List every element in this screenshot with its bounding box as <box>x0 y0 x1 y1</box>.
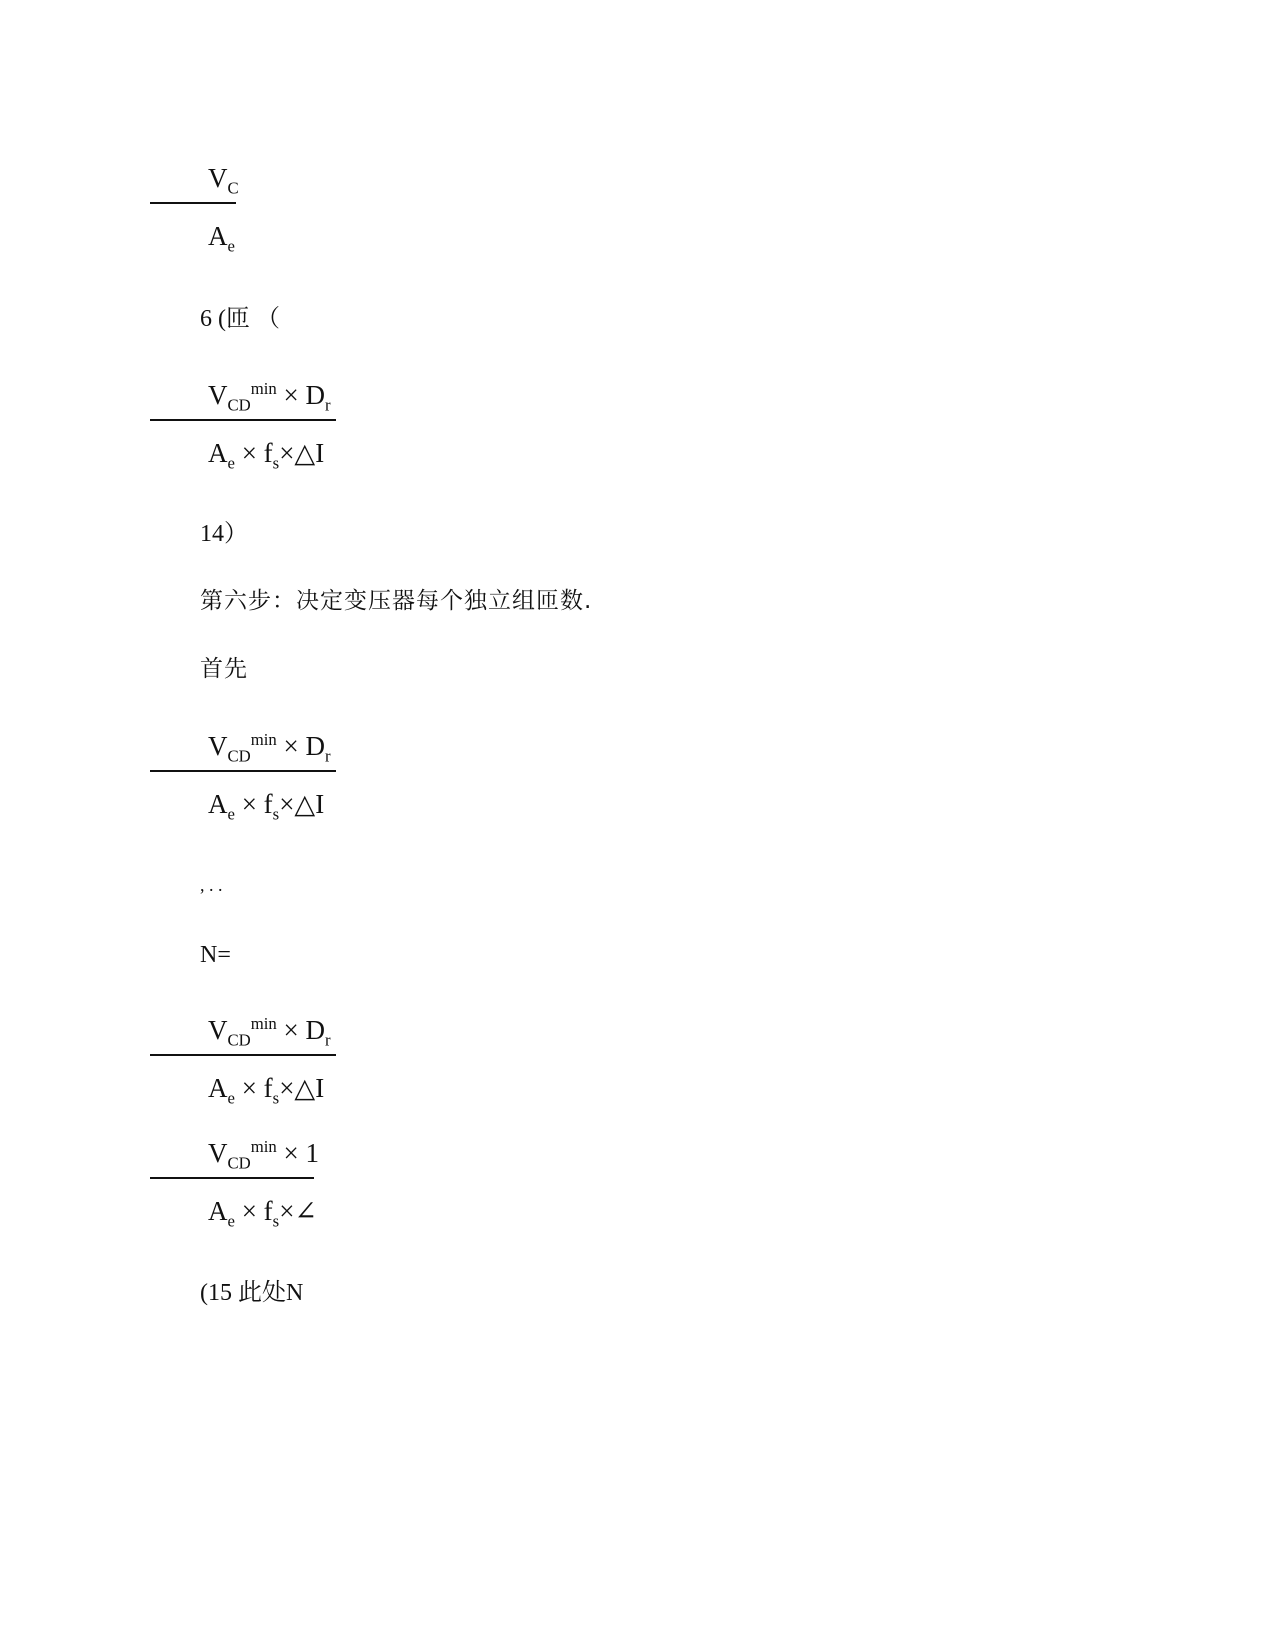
text-line-2: 14） <box>200 521 248 547</box>
formula-3-denominator: $A_e$ × $f_s\times\triangle I$ <box>208 789 325 824</box>
formula-5-numerator: $V_{CD}^{min} \times 1$ <box>208 1137 320 1173</box>
fraction-bar <box>150 202 236 204</box>
formula-1-denominator: $A_e$ <box>208 221 235 256</box>
text-line-dots: , . . <box>200 875 223 895</box>
formula-4-denominator: $A_e$ × $f_s\times\triangle I$ <box>208 1073 325 1108</box>
step-six-heading: 第六步：决定变压器每个独立组匝数. <box>200 588 593 614</box>
text-first: 首先 <box>200 656 248 682</box>
fraction-bar <box>150 1054 336 1056</box>
text-line-1: 6 (匝 （ <box>200 306 280 332</box>
fraction-bar <box>150 1177 314 1179</box>
fraction-bar <box>150 419 336 421</box>
formula-2-denominator: $A_e$ × $f_s\times\triangle I$ <box>208 438 325 473</box>
formula-3-numerator: $V_{CD}^{min} \times D_r$ <box>208 730 331 766</box>
n-equals: N= <box>200 942 231 968</box>
fraction-bar <box>150 770 336 772</box>
formula-2-numerator: $V_{CD}^{min} \times D_r$ <box>208 379 331 415</box>
formula-5-denominator: $A_e$ × $f_s\times\angle$ <box>208 1196 318 1231</box>
text-line-15: (15 此处N <box>200 1280 304 1306</box>
formula-4-numerator: $V_{CD}^{min} \times D_r$ <box>208 1014 331 1050</box>
formula-1-numerator: $V_C$ <box>208 163 239 198</box>
